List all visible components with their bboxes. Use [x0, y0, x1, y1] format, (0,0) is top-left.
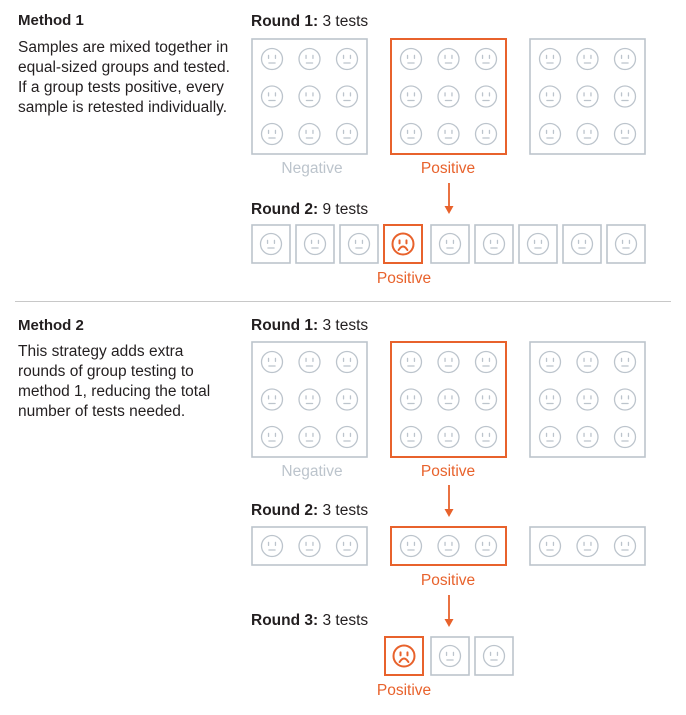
m2-r2-group1-sample-1: [262, 536, 283, 557]
m2-r1-group1-sample-3: [337, 352, 358, 373]
m2-r2-group3-box: [530, 527, 645, 565]
m2-r2-group2-sample-2: [438, 536, 459, 557]
m2-r1-group1-sample-5: [299, 389, 320, 410]
m2-r1-group2-sample-3: [476, 352, 497, 373]
m1-r1-group3-sample-8: [577, 124, 598, 145]
m2-r2-group3-sample-3: [615, 536, 636, 557]
m1-r1-group3-sample-7: [540, 124, 561, 145]
m2-r1-group2-sample-6: [476, 389, 497, 410]
m2-r1-group3-sample-2: [577, 352, 598, 373]
m1-r1-group1-sample-8: [299, 124, 320, 145]
method2-round2-tests: 3 tests: [322, 502, 369, 519]
m1-r1-group3-sample-2: [577, 49, 598, 70]
m2-r1-group2-sample-2: [438, 352, 459, 373]
method1-description: Samples are mixed together in equal-sized groups and tested. If a group tests positive, every sample is retested individually.: [18, 39, 230, 116]
m2-r2-group2-sample-3: [476, 536, 497, 557]
method2-round1-name: Round 1:: [251, 317, 319, 334]
method2-round3-tests: 3 tests: [322, 612, 369, 629]
m1-r1-group1-sample-1: [262, 49, 283, 70]
m1-r2-test-6-box: [475, 225, 513, 263]
m2-arrow2-icon: [445, 595, 454, 627]
m1-r1-group1-sample-7: [262, 124, 283, 145]
method1-round2-tests: 9 tests: [322, 201, 369, 218]
m2-r1-group2-box: [391, 342, 506, 457]
method2-round1-negative-label: Negative: [281, 463, 343, 480]
m2-r1-group2-sample-5: [438, 389, 459, 410]
m1-r1-group2-sample-5: [438, 86, 459, 107]
m1-r2-test-4-sad-face-icon: [393, 234, 414, 255]
method1-round1-name: Round 1:: [251, 13, 319, 30]
m1-r2-test-1-neutral-face-icon: [261, 234, 282, 255]
m1-r2-test-1-box: [252, 225, 290, 263]
m1-r1-group1-box: [252, 39, 367, 154]
m1-r2-test-8-box: [563, 225, 601, 263]
m2-r3-test-1-box: [385, 637, 423, 675]
method2-round2-name: Round 2:: [251, 502, 319, 519]
m1-r1-group2-sample-4: [401, 86, 422, 107]
m1-r2-test-5-neutral-face-icon: [440, 234, 461, 255]
m1-r2-test-7-box: [519, 225, 557, 263]
m1-r1-group2-sample-3: [476, 49, 497, 70]
m2-r3-test-3-neutral-face-icon: [484, 646, 505, 667]
m1-r1-group2-sample-9: [476, 124, 497, 145]
m1-arrow-icon: [445, 183, 454, 214]
m2-r3-test-2-neutral-face-icon: [440, 646, 461, 667]
m1-r1-group2-sample-7: [401, 124, 422, 145]
method1-round1-positive-label: Positive: [420, 160, 476, 177]
m2-r1-group1-box: [252, 342, 367, 457]
m2-r2-group1-sample-3: [337, 536, 358, 557]
m1-r1-group1-sample-3: [337, 49, 358, 70]
m2-r1-group2-sample-8: [438, 427, 459, 448]
method2-round1-positive-label: Positive: [420, 463, 476, 480]
m2-r3-test-2-box: [431, 637, 469, 675]
m1-r1-group1-sample-2: [299, 49, 320, 70]
method2-round2-positive-label: Positive: [420, 572, 476, 589]
m2-r3-test-1-sad-face-icon: [394, 646, 415, 667]
m2-r1-group3-sample-5: [577, 389, 598, 410]
method1-round1-negative-label: Negative: [281, 160, 343, 177]
m1-r1-group2-sample-1: [401, 49, 422, 70]
m1-r1-group1-sample-5: [299, 86, 320, 107]
method2-round3-positive-label: Positive: [376, 682, 432, 699]
m1-r1-group3-sample-6: [615, 86, 636, 107]
m2-r1-group3-sample-7: [540, 427, 561, 448]
m2-r1-group1-sample-8: [299, 427, 320, 448]
m1-r2-test-5-box: [431, 225, 469, 263]
m1-r1-group3-sample-1: [540, 49, 561, 70]
m1-r2-test-3-neutral-face-icon: [349, 234, 370, 255]
m2-r2-group3-sample-2: [577, 536, 598, 557]
m1-r2-test-2-neutral-face-icon: [305, 234, 326, 255]
m2-r2-group3-sample-1: [540, 536, 561, 557]
m2-r1-group3-sample-6: [615, 389, 636, 410]
m1-r1-group2-sample-2: [438, 49, 459, 70]
m1-r1-group3-sample-4: [540, 86, 561, 107]
m2-r1-group1-sample-6: [337, 389, 358, 410]
m2-r2-group1-box: [252, 527, 367, 565]
m2-r1-group1-sample-1: [262, 352, 283, 373]
m2-r1-group3-sample-1: [540, 352, 561, 373]
method2-round1-tests: 3 tests: [322, 317, 369, 334]
m1-r2-test-3-box: [340, 225, 378, 263]
m1-r2-test-6-neutral-face-icon: [484, 234, 505, 255]
m1-r1-group1-sample-9: [337, 124, 358, 145]
m2-r1-group3-sample-9: [615, 427, 636, 448]
m1-r2-test-2-box: [296, 225, 334, 263]
m2-r1-group2-sample-1: [401, 352, 422, 373]
m2-r1-group3-sample-4: [540, 389, 561, 410]
m2-r2-group2-box: [391, 527, 506, 565]
m2-r1-group1-sample-9: [337, 427, 358, 448]
m1-r2-test-4-box: [384, 225, 422, 263]
m2-r1-group2-sample-7: [401, 427, 422, 448]
method1-round1-tests: 3 tests: [322, 13, 369, 30]
m2-arrow1-icon: [445, 485, 454, 517]
method2-description: This strategy adds extra rounds of group testing to method 1, reducing the total number of tests needed.: [18, 343, 211, 420]
m2-r1-group3-sample-3: [615, 352, 636, 373]
m1-r1-group3-sample-9: [615, 124, 636, 145]
m2-r1-group3-sample-8: [577, 427, 598, 448]
m1-r1-group2-sample-8: [438, 124, 459, 145]
m1-r2-test-7-neutral-face-icon: [528, 234, 549, 255]
m1-r2-test-8-neutral-face-icon: [572, 234, 593, 255]
m2-r1-group3-box: [530, 342, 645, 457]
m2-r1-group2-sample-9: [476, 427, 497, 448]
m2-r1-group1-sample-7: [262, 427, 283, 448]
m1-r1-group3-box: [530, 39, 645, 154]
m1-r2-test-9-box: [607, 225, 645, 263]
m2-r3-test-3-box: [475, 637, 513, 675]
m1-r1-group1-sample-4: [262, 86, 283, 107]
m1-r1-group3-sample-3: [615, 49, 636, 70]
method1-round2-positive-label: Positive: [376, 270, 432, 287]
m2-r1-group2-sample-4: [401, 389, 422, 410]
m2-r2-group2-sample-1: [401, 536, 422, 557]
m1-r1-group2-box: [391, 39, 506, 154]
method2-round3-name: Round 3:: [251, 612, 319, 629]
m2-r2-group1-sample-2: [299, 536, 320, 557]
m1-r2-test-9-neutral-face-icon: [616, 234, 637, 255]
method1-title: Method 1: [18, 12, 84, 29]
m1-r1-group1-sample-6: [337, 86, 358, 107]
m1-r1-group3-sample-5: [577, 86, 598, 107]
method1-round2-name: Round 2:: [251, 201, 319, 218]
m1-r1-group2-sample-6: [476, 86, 497, 107]
m2-r1-group1-sample-4: [262, 389, 283, 410]
method2-title: Method 2: [18, 317, 84, 334]
m2-r1-group1-sample-2: [299, 352, 320, 373]
